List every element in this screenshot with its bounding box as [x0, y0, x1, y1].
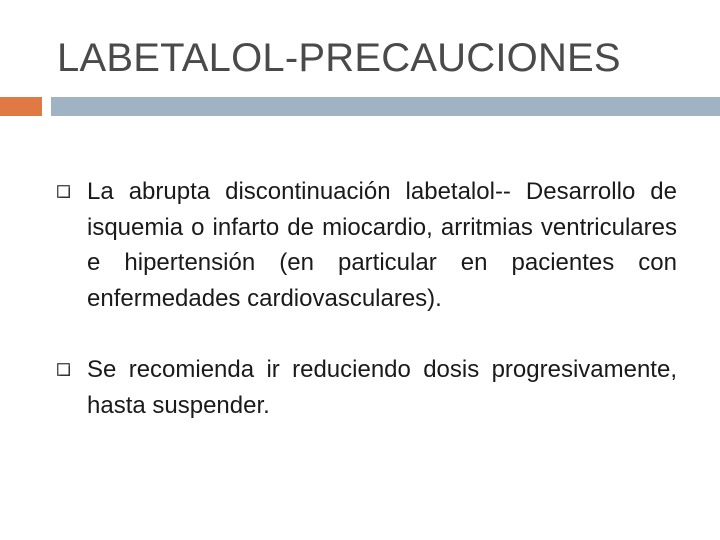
bullet-text: Se recomienda ir reduciendo dosis progresivamente, hasta suspender.	[87, 356, 677, 419]
bullet-item	[57, 352, 677, 423]
hollow-square-icon	[57, 185, 70, 198]
bullet-list	[57, 174, 677, 459]
title-divider-bar	[51, 97, 720, 116]
hollow-square-icon	[57, 363, 70, 376]
slide-title: LABETALOL-PRECAUCIONES	[57, 36, 621, 80]
title-accent-bar	[0, 97, 42, 116]
bullet-item	[57, 174, 677, 316]
bullet-text: La abrupta discontinuación labetalol-- Desarrollo de isquemia o infarto de miocardio, arritmias ventriculares e hipertensión (en particular en pacientes con enfermedades cardiovasculares).	[87, 178, 677, 312]
